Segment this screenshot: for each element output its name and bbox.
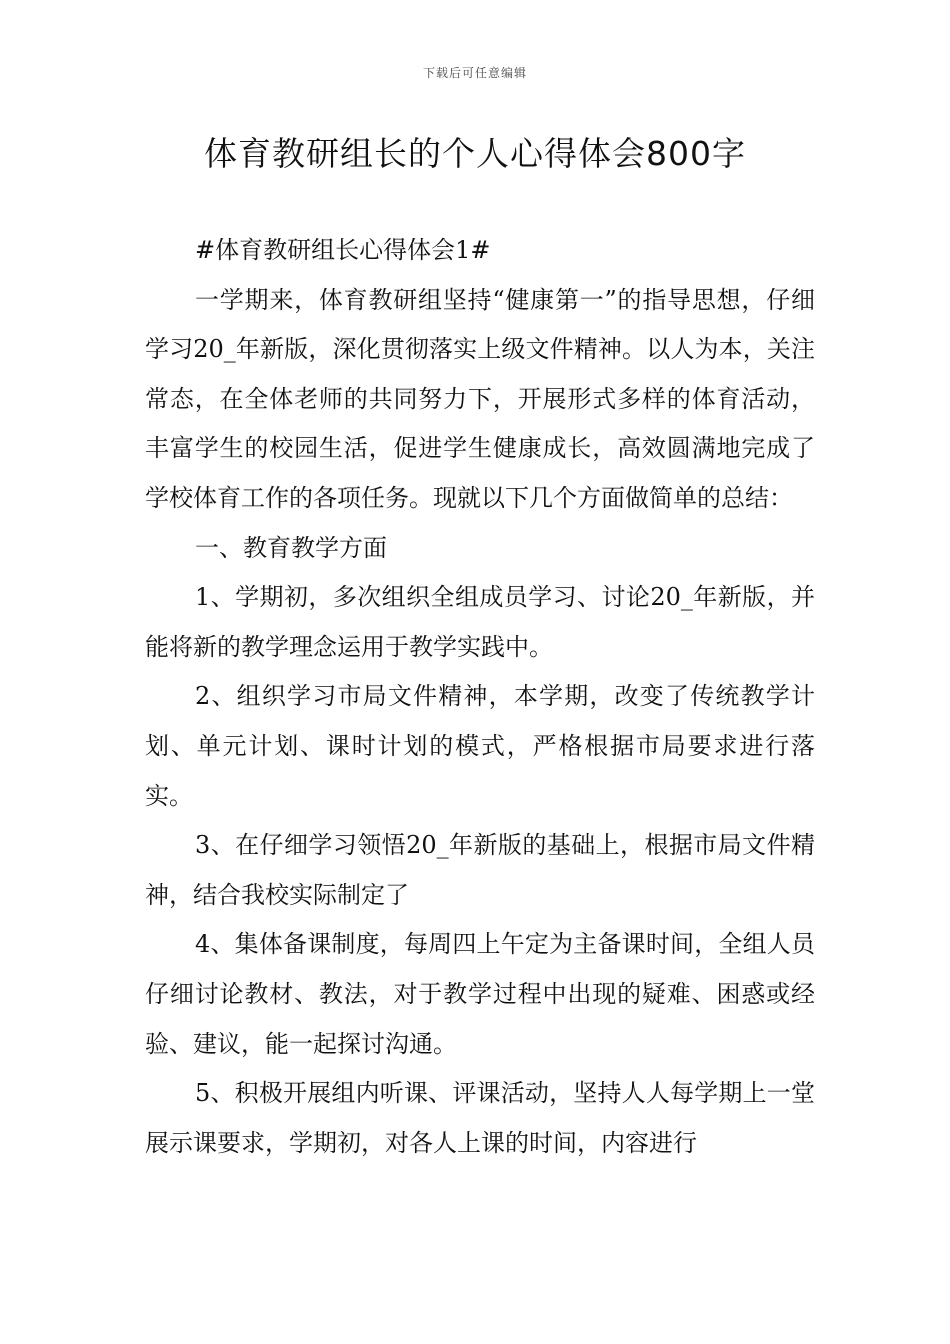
paragraph-item-5: 5、积极开展组内听课、评课活动，坚持人人每学期上一堂展示课要求，学期初，对各人上课的时间，内容进行 [145, 1079, 815, 1157]
document-body [145, 226, 815, 1168]
document-title: 体育教研组长的个人心得体会800字 [204, 134, 746, 173]
paragraph-intro: 一学期来，体育教研组坚持“健康第一”的指导思想，仔细学习20_年新版，深化贯彻落实上级文件精神。以人为本，关注常态，在全体老师的共同努力下，开展形式多样的体育活动，丰富学生的校园生活，促进学生健康成长，高效圆满地完成了学校体育工作的各项任务。现就以下几个方面做简单的总结： [145, 285, 815, 512]
paragraph-item-2: 2、组织学习市局文件精神，本学期，改变了传统教学计划、单元计划、课时计划的模式，严格根据市局要求进行落实。 [145, 682, 815, 810]
paragraph-section-heading: #体育教研组长心得体会1# [195, 236, 491, 264]
paragraph-item-1: 1、学期初，多次组织全组成员学习、讨论20_年新版，并能将新的教学理念运用于教学实践中。 [145, 583, 815, 661]
paragraph-item-3: 3、在仔细学习领悟20_年新版的基础上，根据市局文件精神，结合我校实际制定了 [145, 831, 815, 909]
header-note: 下载后可任意编辑 [422, 66, 527, 80]
paragraph-subheading: 一、教育教学方面 [195, 533, 387, 562]
paragraph-item-4: 4、集体备课制度，每周四上午定为主备课时间，全组人员仔细讨论教材、教法，对于教学过程中出现的疑难、困惑或经验、建议，能一起探讨沟通。 [145, 930, 815, 1058]
